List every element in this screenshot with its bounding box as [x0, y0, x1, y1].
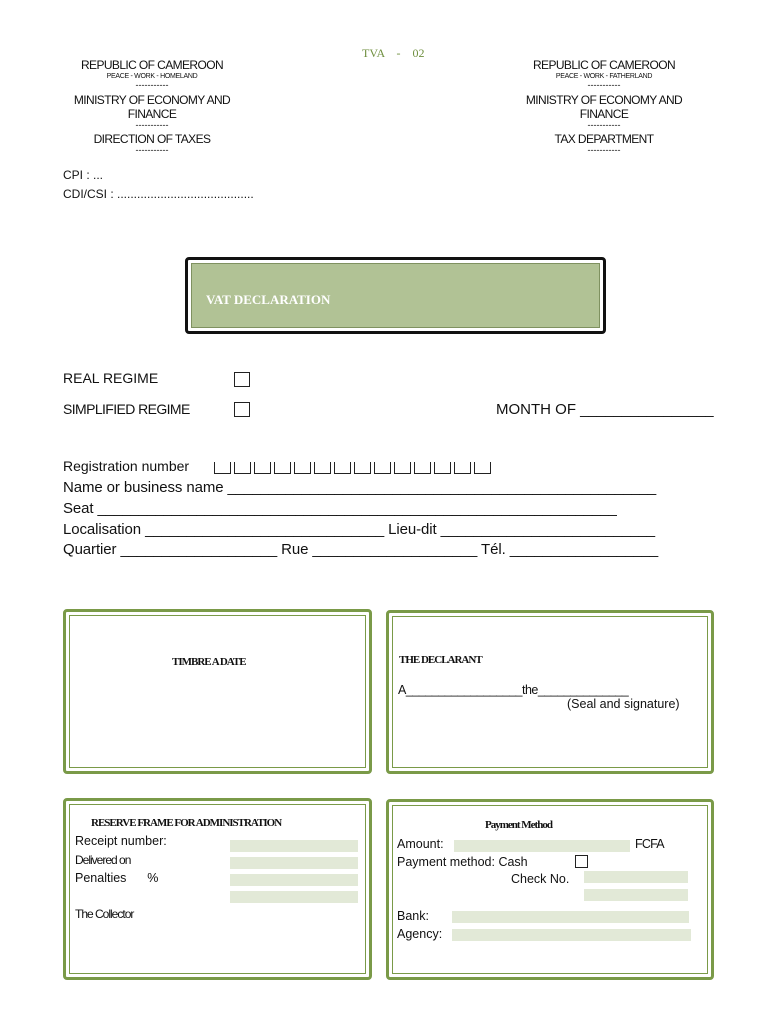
delivered-on-label: Delivered on — [75, 853, 131, 867]
header-left-sep-2: ----------- — [135, 120, 169, 130]
title-banner-fill — [191, 263, 600, 328]
declarant-title: THE DECLARANT — [399, 654, 482, 666]
registration-digit-box[interactable] — [274, 462, 291, 474]
collector-label: The Collector — [75, 907, 134, 921]
header-left-ministry-1: MINISTRY OF ECONOMY AND — [73, 93, 231, 107]
reserve-frame-inner — [69, 804, 366, 974]
header-right-sep-1: ----------- — [587, 80, 621, 90]
registration-digit-box[interactable] — [234, 462, 251, 474]
receipt-number-input[interactable] — [230, 840, 358, 852]
header-right-ministry-1: MINISTRY OF ECONOMY AND — [525, 93, 683, 107]
registration-digit-box[interactable] — [474, 462, 491, 474]
header-right-motto: PEACE - WORK - FATHERLAND — [555, 73, 653, 80]
amount-label: Amount: — [397, 837, 444, 851]
registration-digit-box[interactable] — [354, 462, 371, 474]
header-right-department: TAX DEPARTMENT — [554, 132, 654, 146]
declarant-frame — [386, 610, 714, 774]
month-of-field[interactable]: MONTH OF ________________ — [496, 401, 714, 418]
registration-number-boxes[interactable] — [214, 462, 494, 474]
business-name-field[interactable]: Name or business name ____________________________________________________ — [63, 479, 657, 496]
header-left-ministry-2: FINANCE — [127, 107, 177, 121]
bank-label: Bank: — [397, 909, 429, 923]
payment-method-label: Payment method: Cash — [397, 855, 528, 869]
cdi-csi-field[interactable]: CDI/CSI : ......................................... — [63, 187, 254, 201]
registration-digit-box[interactable] — [334, 462, 351, 474]
header-right-sep-2: ----------- — [587, 120, 621, 130]
registration-digit-box[interactable] — [254, 462, 271, 474]
timbre-title: TIMBRE A DATE — [172, 656, 246, 668]
header-left — [62, 58, 242, 155]
payment-title: Payment Method — [485, 819, 552, 831]
agency-label: Agency: — [397, 927, 443, 941]
header-right-sep-3: ----------- — [587, 145, 621, 155]
real-regime-checkbox[interactable] — [234, 372, 250, 387]
check-no-input-2[interactable] — [584, 889, 688, 901]
registration-digit-box[interactable] — [434, 462, 451, 474]
localisation-field[interactable]: Localisation _____________________________ Lieu-dit __________________________ — [63, 521, 655, 538]
cash-checkbox[interactable] — [575, 855, 588, 868]
registration-digit-box[interactable] — [374, 462, 391, 474]
header-left-country: REPUBLIC OF CAMEROON — [80, 58, 224, 72]
real-regime-label: REAL REGIME — [63, 370, 159, 386]
registration-digit-box[interactable] — [314, 462, 331, 474]
reserve-extra-input[interactable] — [230, 891, 358, 903]
agency-input[interactable] — [452, 929, 691, 941]
seat-field[interactable]: Seat _______________________________________________________________ — [63, 500, 617, 517]
registration-number-label: Registration number — [63, 458, 190, 474]
payment-frame — [386, 799, 714, 980]
header-left-sep-3: ----------- — [135, 145, 169, 155]
header-left-motto: PEACE - WORK - HOMELAND — [106, 73, 198, 80]
seal-signature-label: (Seal and signature) — [567, 697, 680, 711]
timbre-frame — [63, 609, 372, 774]
reserve-title: RESERVE FRAME FOR ADMINISTRATION — [91, 817, 282, 829]
receipt-number-label: Receipt number: — [75, 834, 167, 848]
reserve-frame — [63, 798, 372, 980]
cpi-field[interactable]: CPI : ... — [63, 168, 104, 182]
bank-input[interactable] — [452, 911, 689, 923]
penalties-input[interactable] — [230, 874, 358, 886]
header-left-direction: DIRECTION OF TAXES — [93, 132, 211, 146]
currency-label: FCFA — [635, 837, 664, 851]
registration-digit-box[interactable] — [394, 462, 411, 474]
declarant-place-date-field[interactable]: A__________________the______________ — [398, 683, 629, 697]
registration-digit-box[interactable] — [454, 462, 471, 474]
header-left-sep-1: ----------- — [135, 80, 169, 90]
page-title: VAT DECLARATION — [206, 292, 331, 307]
registration-digit-box[interactable] — [414, 462, 431, 474]
registration-digit-box[interactable] — [214, 462, 231, 474]
header-right — [514, 58, 694, 155]
form-code: TVA - 02 — [362, 46, 425, 60]
amount-input[interactable] — [454, 840, 630, 852]
simplified-regime-label: SIMPLIFIED REGIME — [63, 401, 190, 417]
delivered-on-input[interactable] — [230, 857, 358, 869]
check-no-input[interactable] — [584, 871, 688, 883]
simplified-regime-checkbox[interactable] — [234, 402, 250, 417]
header-right-ministry-2: FINANCE — [579, 107, 629, 121]
registration-digit-box[interactable] — [294, 462, 311, 474]
header-right-country: REPUBLIC OF CAMEROON — [532, 58, 676, 72]
timbre-frame-inner — [69, 615, 366, 768]
quartier-field[interactable]: Quartier ___________________ Rue ____________________ Tél. __________________ — [63, 541, 659, 558]
penalties-label: Penalties % — [75, 871, 159, 885]
check-no-label: Check No. — [511, 872, 570, 886]
title-banner — [185, 257, 606, 334]
